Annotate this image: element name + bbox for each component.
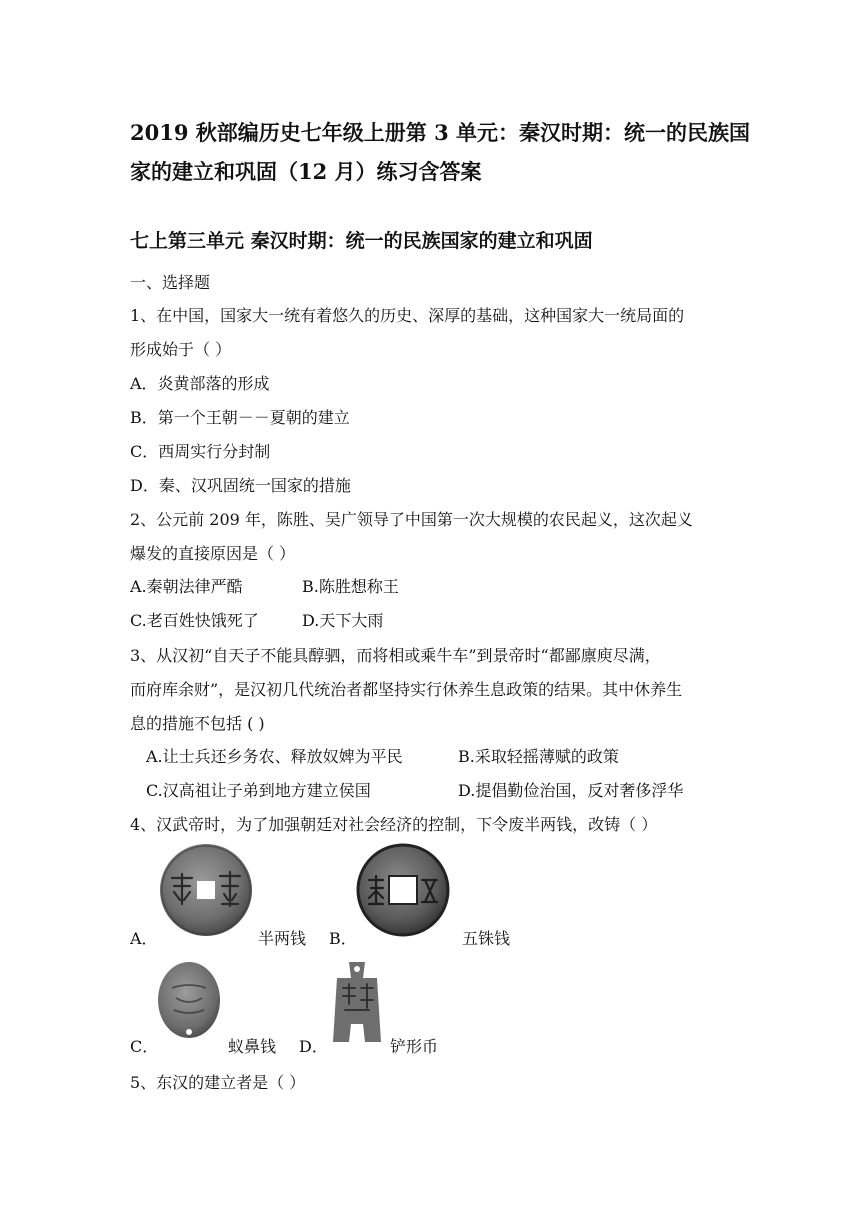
q2-stem-line-2: 爆发的直接原因是（ ）	[130, 544, 296, 563]
title-line-2: 家的建立和巩固（12 月）练习含答案	[130, 159, 482, 184]
q4-option-d-label: 铲形币	[390, 1037, 439, 1056]
q2-stem-line-1: 2、公元前 209 年，陈胜、吴广领导了中国第一次大规模的农民起义，这次起义	[130, 510, 693, 529]
q1-option-a: A．炎黄部落的形成	[130, 374, 270, 393]
q3-stem-line-3: 息的措施不包括 ( )	[130, 714, 265, 733]
unit-subtitle: 七上第三单元 秦汉时期：统一的民族国家的建立和巩固	[130, 230, 593, 252]
section-heading: 一、选择题	[130, 273, 211, 292]
q3-option-b: B.采取轻摇薄赋的政策	[458, 747, 619, 766]
q3-option-d: D.提倡勤俭治国，反对奢侈浮华	[458, 781, 684, 800]
q2-option-d: D.天下大雨	[302, 611, 384, 630]
yi-bi-coin-image	[156, 960, 222, 1042]
q4-option-c-label: 蚁鼻钱	[228, 1037, 277, 1056]
q4-stem: 4、汉武帝时，为了加强朝廷对社会经济的控制，下令废半两钱，改铸（ ）	[130, 815, 658, 834]
q4-option-b-label: 五铢钱	[462, 929, 511, 948]
title-line-1: 2019 秋部编历史七年级上册第 3 单元：秦汉时期：统一的民族国	[130, 120, 750, 145]
q4-option-a-label: 半两钱	[258, 929, 307, 948]
ban-liang-coin-image	[158, 842, 254, 938]
q3-option-c: C.汉高祖让子弟到地方建立侯国	[146, 781, 371, 800]
q3-stem-line-1: 3、从汉初“自天子不能具醇驷，而将相或乘牛车”到景帝时“都鄙廪庾尽满，	[130, 646, 661, 665]
q2-option-c: C.老百姓快饿死了	[130, 611, 259, 630]
q4-option-d-letter: D．	[299, 1037, 328, 1056]
q1-option-c: C．西周实行分封制	[130, 442, 271, 461]
q2-option-b: B.陈胜想称王	[302, 577, 399, 596]
q3-stem-line-2: 而府库余财”，是汉初几代统治者都坚持实行休养生息政策的结果。其中休养生	[130, 680, 683, 699]
q1-option-b: B．第一个王朝－－夏朝的建立	[130, 408, 350, 427]
q4-option-a-letter: A．	[130, 929, 158, 948]
q5-stem: 5、东汉的建立者是（ ）	[130, 1073, 306, 1092]
spade-money-image	[325, 960, 389, 1050]
q1-stem-line-2: 形成始于（ ）	[130, 340, 232, 359]
q2-option-a: A.秦朝法律严酷	[130, 577, 243, 596]
q3-option-a: A.让士兵还乡务农、释放奴婢为平民	[146, 747, 403, 766]
q4-option-b-letter: B．	[329, 929, 357, 948]
q1-option-d: D．秦、汉巩固统一国家的措施	[130, 476, 351, 495]
wu-zhu-coin-image	[355, 842, 451, 938]
q1-stem-line-1: 1、在中国，国家大一统有着悠久的历史、深厚的基础，这种国家大一统局面的	[130, 306, 685, 325]
q4-option-c-letter: C．	[130, 1037, 159, 1056]
